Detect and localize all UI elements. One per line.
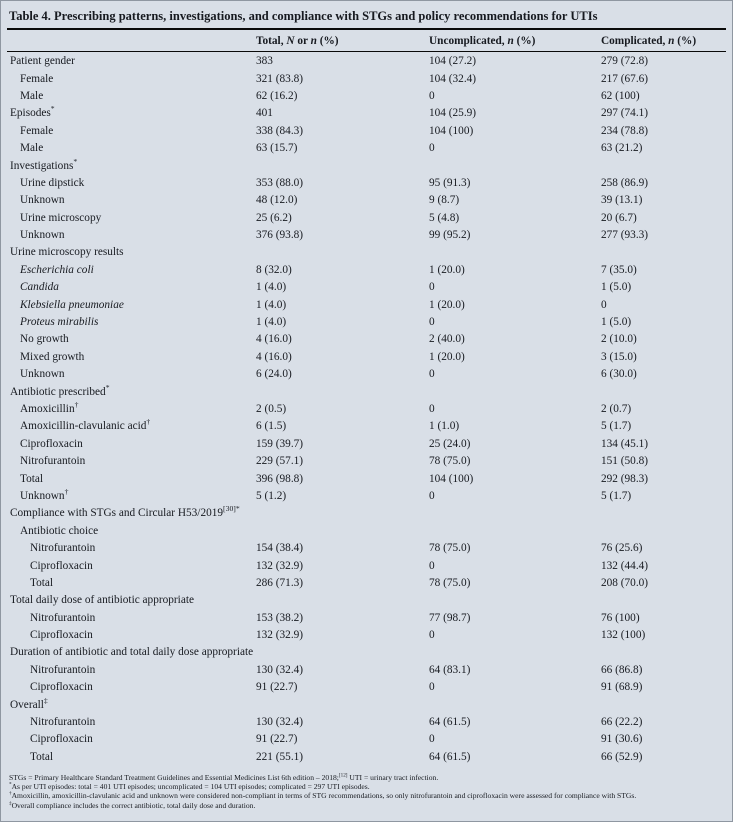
table-footnotes [9, 773, 724, 810]
data-cell: 0 [429, 629, 435, 642]
data-cell: 4 (16.0) [256, 350, 292, 363]
data-cell: 25 (24.0) [429, 437, 471, 450]
data-cell: 1 (20.0) [429, 298, 465, 311]
data-cell: 130 (32.4) [256, 716, 304, 729]
data-cell: 3 (15.0) [601, 350, 637, 363]
table-row [9, 488, 724, 505]
data-cell: 153 (38.2) [256, 611, 304, 624]
row-label: Nitrofurantoin [30, 611, 96, 624]
footnote-marker: ‡ [43, 695, 48, 705]
row-label: Female [20, 124, 54, 137]
data-cell: 1 (5.0) [601, 281, 632, 294]
table-row [9, 192, 724, 209]
column-header-text: n [668, 35, 675, 47]
row-label: Investigations* [10, 156, 78, 172]
row-label: Unknown [20, 229, 65, 242]
row-label: Mixed growth [20, 350, 85, 363]
data-cell: 76 (25.6) [601, 542, 643, 555]
data-cell: 66 (52.9) [601, 750, 643, 763]
row-label: Unknown† [20, 487, 69, 502]
row-label: Overall‡ [10, 695, 48, 711]
column-header [256, 35, 429, 47]
data-cell: 396 (98.8) [256, 472, 304, 485]
row-label: Urine microscopy results [10, 246, 124, 259]
data-cell: 217 (67.6) [601, 72, 649, 85]
table-row [9, 175, 724, 192]
column-header-text: N [286, 35, 295, 47]
data-cell: 76 (100) [601, 611, 640, 624]
row-label: Ciprofloxacin [30, 681, 93, 694]
table-row [9, 592, 724, 609]
data-cell: 234 (78.8) [601, 124, 649, 137]
data-cell: 78 (75.0) [429, 542, 471, 555]
data-cell: 77 (98.7) [429, 611, 471, 624]
column-header-text: n [310, 35, 317, 47]
data-cell: 1 (5.0) [601, 316, 632, 329]
data-cell: 353 (88.0) [256, 176, 304, 189]
data-cell: 154 (38.4) [256, 542, 304, 555]
column-header-text: (%) [513, 35, 536, 47]
column-header-text: n [507, 35, 514, 47]
row-label: Candida [20, 281, 59, 294]
footnote-marker: * [9, 781, 12, 788]
data-cell: 2 (0.7) [601, 403, 632, 415]
row-label: Escherichia coli [20, 263, 94, 276]
row-label: Antibiotic choice [20, 524, 99, 537]
data-cell: 0 [429, 403, 435, 415]
row-label: Total [30, 750, 54, 763]
table-row [9, 731, 724, 748]
footnote-marker: † [9, 790, 12, 797]
row-label: Antibiotic prescribed* [10, 382, 110, 398]
data-cell: 0 [429, 368, 435, 381]
data-cell: 229 (57.1) [256, 455, 304, 468]
table-row [9, 610, 724, 627]
data-cell: 104 (32.4) [429, 72, 477, 85]
column-header-text: Uncomplicated, [429, 35, 508, 47]
data-cell: 48 (12.0) [256, 194, 298, 207]
data-cell: 104 (27.2) [429, 55, 477, 68]
table-row [9, 157, 724, 174]
data-cell: 2 (40.0) [429, 333, 465, 346]
footnote-marker: [12] [338, 772, 348, 779]
data-cell: 63 (15.7) [256, 142, 298, 155]
row-label: Patient gender [10, 55, 75, 68]
table-row [9, 418, 724, 435]
data-cell: 338 (84.3) [256, 124, 304, 137]
data-cell: 6 (30.0) [601, 368, 637, 381]
data-cell: 104 (25.9) [429, 107, 477, 120]
footnote-marker: * [73, 156, 78, 166]
data-cell: 132 (32.9) [256, 629, 304, 642]
table-row [9, 627, 724, 644]
data-cell: 91 (68.9) [601, 681, 643, 694]
table-row [9, 105, 724, 122]
data-cell: 66 (22.2) [601, 716, 643, 729]
table-row [9, 70, 724, 87]
column-header [9, 35, 256, 47]
footnote-marker: * [105, 382, 110, 392]
table-row [9, 366, 724, 383]
data-cell: 0 [601, 298, 607, 311]
table-row [9, 244, 724, 261]
data-cell: 9 (8.7) [429, 194, 460, 207]
footnote-text: Amoxicillin, amoxicillin-clavulanic acid and unknown were considered non-compliant in terms of STG recommendations, so only nitrofurantoin and ciprofloxacin were assessed for compliance with STGs. [11, 791, 637, 801]
data-cell: 132 (100) [601, 629, 646, 642]
row-label: Urine microscopy [20, 211, 102, 224]
footnote-marker: † [74, 400, 79, 410]
row-label: Amoxicillin† [20, 400, 79, 415]
row-label: Ciprofloxacin [30, 559, 93, 572]
data-cell: 64 (61.5) [429, 750, 471, 763]
row-label: Duration of antibiotic and total daily dose appropriate [10, 646, 254, 659]
data-cell: 104 (100) [429, 472, 474, 485]
data-cell: 5 (4.8) [429, 211, 460, 224]
row-label: Urine dipstick [20, 176, 85, 189]
data-cell: 1 (4.0) [256, 316, 287, 329]
data-cell: 401 [256, 107, 273, 120]
table-row [9, 470, 724, 487]
row-label: Male [20, 142, 44, 155]
table-row [9, 679, 724, 696]
footnote-marker: * [50, 104, 55, 114]
table-row [9, 314, 724, 331]
data-cell: 104 (100) [429, 124, 474, 137]
table-row [9, 331, 724, 348]
table-title: Table 4. Prescribing patterns, investigations, and compliance with STGs and policy recommendations for UTIs [9, 9, 598, 23]
data-cell: 279 (72.8) [601, 55, 649, 68]
data-cell: 321 (83.8) [256, 72, 304, 85]
row-label: Ciprofloxacin [30, 733, 93, 746]
footnote-text: STGs = Primary Healthcare Standard Treatment Guidelines and Essential Medicines List 6th edition – 2018; [9, 773, 339, 783]
data-cell: 2 (10.0) [601, 333, 637, 346]
data-cell: 91 (22.7) [256, 681, 298, 694]
table-row [9, 505, 724, 522]
row-label: Female [20, 72, 54, 85]
footnote-marker: † [146, 417, 151, 427]
data-cell: 4 (16.0) [256, 333, 292, 346]
row-label: Ciprofloxacin [20, 437, 83, 450]
table-row [9, 210, 724, 227]
data-cell: 64 (61.5) [429, 716, 471, 729]
table-row [9, 696, 724, 713]
row-label: Total [30, 576, 54, 589]
data-cell: 78 (75.0) [429, 576, 471, 589]
footnote-marker: † [64, 487, 69, 497]
data-cell: 277 (93.3) [601, 229, 649, 242]
data-cell: 78 (75.0) [429, 455, 471, 468]
row-label: Klebsiella pneumoniae [20, 298, 124, 311]
footnote [9, 791, 724, 800]
data-cell: 6 (24.0) [256, 368, 292, 381]
data-cell: 63 (21.2) [601, 142, 643, 155]
data-cell: 91 (22.7) [256, 733, 298, 746]
data-cell: 5 (1.7) [601, 420, 632, 433]
data-cell: 5 (1.2) [256, 489, 287, 502]
data-cell: 258 (86.9) [601, 176, 649, 189]
data-cell: 7 (35.0) [601, 263, 637, 276]
table-row [9, 296, 724, 313]
data-cell: 159 (39.7) [256, 437, 304, 450]
data-cell: 0 [429, 733, 435, 746]
table-row [9, 383, 724, 400]
data-cell: 6 (1.5) [256, 420, 287, 433]
table-row [9, 140, 724, 157]
data-cell: 62 (100) [601, 89, 640, 102]
column-header-text: Total, [256, 35, 287, 47]
row-label: Proteus mirabilis [20, 316, 99, 329]
data-cell: 292 (98.3) [601, 472, 649, 485]
column-header-text: (%) [674, 35, 697, 47]
row-label: Episodes* [10, 104, 55, 120]
header-rule [7, 51, 726, 52]
row-label: Unknown [20, 368, 65, 381]
data-cell: 1 (20.0) [429, 350, 465, 363]
data-cell: 1 (1.0) [429, 420, 460, 433]
row-label: Ciprofloxacin [30, 629, 93, 642]
data-cell: 221 (55.1) [256, 750, 304, 763]
data-cell: 208 (70.0) [601, 576, 649, 589]
row-label: No growth [20, 333, 69, 346]
row-label: Nitrofurantoin [30, 716, 96, 729]
data-cell: 151 (50.8) [601, 455, 649, 468]
data-cell: 64 (83.1) [429, 663, 471, 676]
data-cell: 383 [256, 55, 273, 68]
table-row [9, 123, 724, 140]
data-cell: 286 (71.3) [256, 576, 304, 589]
data-cell: 8 (32.0) [256, 263, 292, 276]
table-row [9, 540, 724, 557]
table-row [9, 714, 724, 731]
table-row [9, 401, 724, 418]
table-row [9, 279, 724, 296]
table-row [9, 662, 724, 679]
data-cell: 39 (13.1) [601, 194, 643, 207]
data-cell: 62 (16.2) [256, 89, 298, 102]
data-cell: 0 [429, 281, 435, 294]
row-label: Compliance with STGs and Circular $H53/2019^{[30]*}$ [10, 504, 240, 520]
row-label: Total [20, 472, 44, 485]
data-cell: 0 [429, 316, 435, 329]
data-cell: 134 (45.1) [601, 437, 649, 450]
table-row [9, 557, 724, 574]
column-header-text: Complicated, [601, 35, 669, 47]
data-cell: 297 (74.1) [601, 107, 649, 120]
footnote-text: As per UTI episodes: total = 401 UTI episodes; uncomplicated = 104 UTI episodes; complicated = 297 UTI episodes. [11, 782, 370, 792]
footnote-marker: ‡ [9, 800, 12, 807]
data-cell: 2 (0.5) [256, 403, 287, 415]
table-body [9, 53, 724, 766]
footnote-text: Overall compliance includes the correct antibiotic, total daily dose and duration. [11, 800, 256, 810]
footnote [9, 801, 724, 810]
data-cell: 1 (4.0) [256, 298, 287, 311]
data-cell: 0 [429, 559, 435, 572]
data-cell: 0 [429, 489, 435, 502]
table-row [9, 436, 724, 453]
row-label: Nitrofurantoin [30, 663, 96, 676]
footnote [9, 773, 724, 782]
data-cell: 132 (44.4) [601, 559, 649, 572]
footnote-text: UTI = urinary tract infection. [347, 773, 439, 783]
data-cell: 1 (4.0) [256, 281, 287, 294]
data-cell: 0 [429, 681, 435, 694]
column-header-text: (%) [316, 35, 339, 47]
data-cell: 95 (91.3) [429, 176, 471, 189]
table-row [9, 523, 724, 540]
column-header-text: or [294, 35, 311, 47]
data-cell: 376 (93.8) [256, 229, 304, 242]
table-header-row [9, 30, 724, 51]
row-label: Amoxicillin-clavulanic acid† [20, 417, 151, 433]
data-cell: 25 (6.2) [256, 211, 292, 224]
data-cell: 20 (6.7) [601, 211, 637, 224]
footnote-marker: [30]* [223, 504, 240, 514]
row-label: Total daily dose of antibiotic appropriate [10, 594, 194, 607]
data-cell: 66 (86.8) [601, 663, 643, 676]
data-cell: 0 [429, 142, 435, 155]
table-row [9, 453, 724, 470]
column-header [601, 35, 724, 47]
row-label: Nitrofurantoin [20, 455, 86, 468]
data-cell: 99 (95.2) [429, 229, 471, 242]
table-row [9, 349, 724, 366]
row-label: Nitrofurantoin [30, 542, 96, 555]
row-label: Male [20, 89, 44, 102]
table-row [9, 575, 724, 592]
data-cell: 0 [429, 89, 435, 102]
table-row [9, 644, 724, 661]
column-header [429, 35, 601, 47]
data-cell: 1 (20.0) [429, 263, 465, 276]
table-row [9, 749, 724, 766]
data-cell: 5 (1.7) [601, 489, 632, 502]
table-row [9, 88, 724, 105]
data-cell: 132 (32.9) [256, 559, 304, 572]
row-label: Unknown [20, 194, 65, 207]
data-cell: 130 (32.4) [256, 663, 304, 676]
table-row [9, 53, 724, 70]
table-row [9, 262, 724, 279]
table-row [9, 227, 724, 244]
data-cell: 91 (30.6) [601, 733, 643, 746]
